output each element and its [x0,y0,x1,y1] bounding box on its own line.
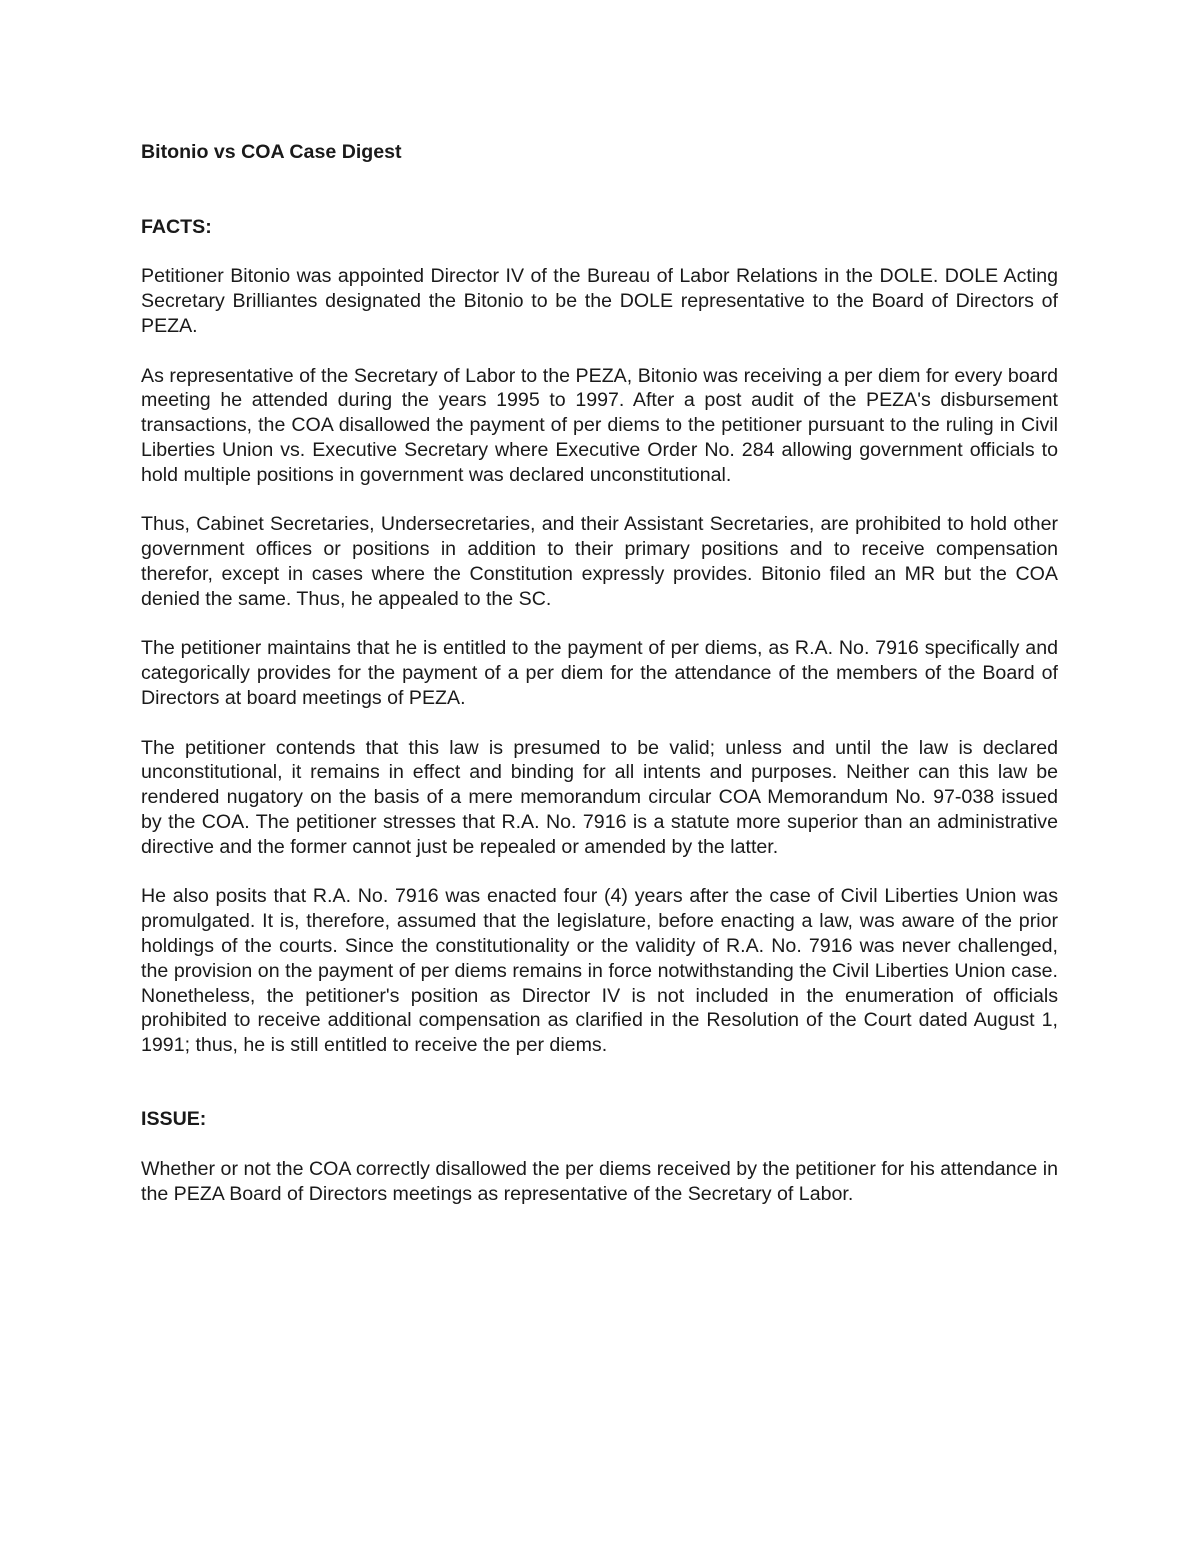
facts-paragraph-1: Petitioner Bitonio was appointed Director IV of the Bureau of Labor Relations in the DOLE. DOLE Acting Secretary Brilliantes designated the Bitonio to be the DOLE representative to the Board of Directors of PEZA. [141,265,1058,337]
facts-paragraph-6: He also posits that R.A. No. 7916 was enacted four (4) years after the case of Civil Liberties Union was promulgated. It is, therefore, assumed that the legislature, before enacting a law, was aware of the prior holdings of the courts. Since the constitutionality or the validity of R.A. No. 7916 was never challenged, the provision on the payment of per diems remains in force notwithstanding the Civil Liberties Union case. Nonetheless, the petitioner's position as Director IV is not included in the enumeration of officials prohibited to receive additional compensation as clarified in the Resolution of the Court dated August 1, 1991; thus, he is still entitled to receive the per diems. [141,885,1058,1057]
document-title: Bitonio vs COA Case Digest [141,141,402,163]
facts-paragraph-3: Thus, Cabinet Secretaries, Undersecretaries, and their Assistant Secretaries, are prohibited to hold other government offices or positions in addition to their primary positions and to receive compensation therefor, except in cases where the Constitution expressly provides. Bitonio filed an MR but the COA denied the same. Thus, he appealed to the SC. [141,513,1058,610]
document-page [141,140,1058,1231]
issue-heading: ISSUE: [141,1108,207,1131]
facts-paragraph-5: The petitioner contends that this law is presumed to be valid; unless and until the law is declared unconstitutional, it remains in effect and binding for all intents and purposes. Neither can this law be rendered nugatory on the basis of a mere memorandum circular COA Memorandum No. 97-038 issued by the COA. The petitioner stresses that R.A. No. 7916 is a statute more superior than an administrative directive and the former cannot just be repealed or amended by the latter. [141,736,1058,858]
issue-paragraph-1: Whether or not the COA correctly disallowed the per diems received by the petitioner for his attendance in the PEZA Board of Directors meetings as representative of the Secretary of Labor. [141,1158,1058,1205]
facts-paragraph-2: As representative of the Secretary of Labor to the PEZA, Bitonio was receiving a per diem for every board meeting he attended during the years 1995 to 1997. After a post audit of the PEZA's disbursement transactions, the COA disallowed the payment of per diems to the petitioner pursuant to the ruling in Civil Liberties Union vs. Executive Secretary where Executive Order No. 284 allowing government officials to hold multiple positions in government was declared unconstitutional. [141,364,1058,486]
facts-heading: FACTS: [141,215,212,238]
facts-paragraph-4: The petitioner maintains that he is entitled to the payment of per diems, as R.A. No. 7916 specifically and categorically provides for the payment of a per diem for the attendance of the members of the Board of Directors at board meetings of PEZA. [141,637,1058,709]
